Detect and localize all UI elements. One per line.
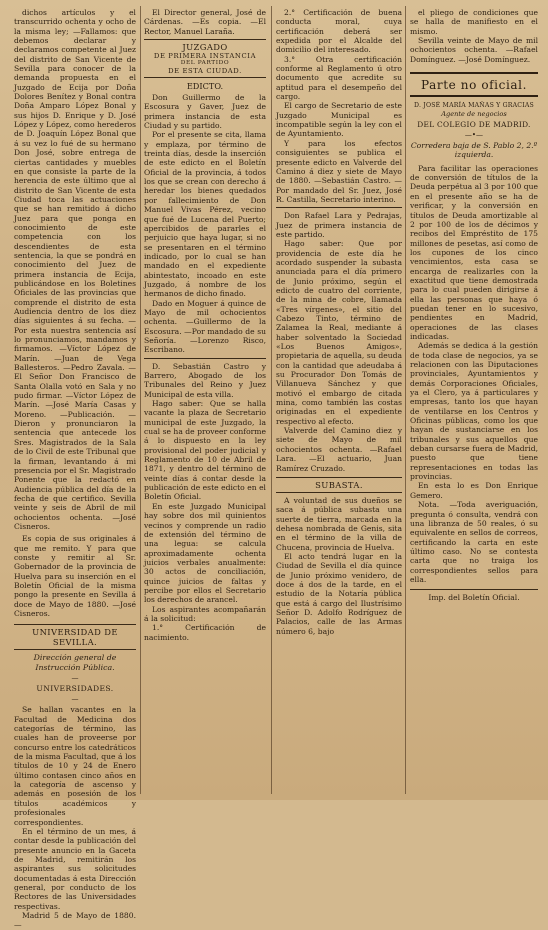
column-1 <box>14 8 136 930</box>
paragraph: Valverde del Camino diez y siete de Mayo de mil ochocientos ochenta. —Rafael Lara. —El actuario, Juan Ramírez Cruzado. <box>276 426 402 473</box>
paragraph: Sevilla veinte de Mayo de mil ochocientos ochenta. —Rafael Domínguez. —José Domínguez. <box>410 36 538 64</box>
paragraph: El cargo de Secretario de este Juzgado Municipal es incompatible según la ley con el de Ayuntamiento. <box>276 101 402 139</box>
column-2 <box>144 8 266 796</box>
section-heading: SUBASTA. <box>315 479 363 490</box>
paragraph: Dado en Moguer á quince de Mayo de mil ochocientos ochenta. —Guillermo de la Escosura. —Por mandado de su Señoría. —Lorenzo Risco, Escribano. <box>144 298 266 355</box>
column-3 <box>276 8 402 796</box>
paragraph: Madrid 5 de Mayo de 1880.— <box>14 910 136 930</box>
section-title: Parte no oficial. <box>420 78 527 93</box>
section-heading: UNIVERSIDAD DE SEVILLA. <box>32 627 118 648</box>
paragraph: En esta lo es Don Enrique Gemero. <box>410 481 538 500</box>
firm-role: Agente de negocios <box>441 110 507 119</box>
paragraph: Y para los efectos consiguientes se publica el presente edicto en Valverde del Camino á diez y siete de Mayo de 1880. —Sebastián Castro. —Por mandado del Sr. Juez, José R. Castilla, Secretario interino. <box>276 138 402 204</box>
paragraph: Por el presente se cita, llama y emplaza, por término de treinta días, desde la inserción de este edicto en el Boletín Oficial de la provincia, á todos los que se crean con derecho á heredar los bienes quedados por fallecimiento de Don Manuel Vivas Pérez, vecino que fué de Lucena del Puerto; apercibidos de pararles el perjuicio que haya lugar, si no se presentaren en el término indicado, por lo cual se han mandado en el expediente abintestato, incoado en este Juzgado, á nombre de los hermanos de dicho finado. <box>144 130 266 299</box>
paragraph: 3.° Otra certificación conforme al Reglamento ú otro documento que acredite su aptitud para el desempeño del cargo. <box>276 54 402 102</box>
divider <box>276 207 402 208</box>
firm-name: D. JOSÉ MARÍA MAÑAS Y GRACIAS <box>414 102 534 110</box>
section-heading-box <box>14 624 136 650</box>
paragraph: Es copia de sus originales á que me remito. Y para que conste y remitir al Sr. Gobernador de la provincia de Huelva para su inserción en el Boletín Oficial de la misma pongo la presente en Sevilla á doce de Mayo de 1880. —José Cisneros. <box>14 534 136 618</box>
paragraph: Don Rafael Lara y Pedrajas, Juez de primera instancia de este partido. <box>276 211 402 239</box>
firm-college: DEL COLEGIO DE MADRID. <box>417 119 531 129</box>
section-subheading: DE ESTA CIUDAD. <box>168 67 242 76</box>
divider: —•— <box>464 131 484 140</box>
section-heading: JUZGADO <box>182 42 228 53</box>
paragraph: A voluntad de sus dueños se saca á pública subasta una suerte de tierra, marcada en la dehesa nombrada de Genis, sita en el término de la villa de Chucena, provincia de Huelva. <box>276 495 402 552</box>
paragraph: 1.° Certificación de nacimiento. <box>144 623 266 642</box>
section-heading-box <box>144 39 266 78</box>
section-subheading: DE PRIMERA INSTANCIA <box>153 52 257 61</box>
paragraph: 2.° Certificación de buena conducta moral, cuya certificación deberá ser expedida por el Alcalde del domicilio del interesado. <box>276 8 402 55</box>
column-rule <box>140 6 141 794</box>
paragraph: Para facilitar las operaciones de conversión de títulos de la Deuda perpétua al 3 por 100 que en el presente año se ha de verificar, y la conversión en títulos de Deuda amortizable al 2 por 100 de los de décimos y recibos del Empréstito de 175 millones de pesetas, así como de los cupones de los cinco vencimientos, esta casa se encarga de realizarles con la exactitud que tiene demostrada para lo cual pueden dirigirse á ella las personas que haya ó puedan tener en lo sucesivo, pendientes en Madrid, operaciones de las clases indicadas. <box>410 163 538 341</box>
column-4 <box>410 8 538 796</box>
paragraph: D. Sebastián Castro y Barrero, Abogado de los Tribunales del Reino y Juez Municipal de esta villa. <box>144 361 266 399</box>
paragraph: El Director general, José de Cárdenas. —Es copia. —El Rector, Manuel Laraña. <box>144 8 266 36</box>
section-small: DEL PARTIDO <box>180 60 230 67</box>
paragraph: Los aspirantes acompañarán á la solicitud: <box>144 604 266 623</box>
paragraph: el pliego de condiciones que se halla de manifiesto en el mismo. <box>410 8 538 36</box>
paragraph: dichos artículos y el transcurrido ochenta y ocho de la misma ley; —Fallamos: que debemos declarar y declaramos competente al Juez del distrito de San Vicente de Sevilla para conocer de la demanda propuesta en el Juzgado de Ecija por Doña Dolores Benítez y Bonal contra Doña Amparo López Bonal y sus hijos D. Enrique y D. José López y López, como herederos de D. Joaquín López Bonal que á su vez lo fué de su hermano Don José, sobre entrega de ciertas cantidades y muebles en que consiste la parte de la herencia de este último que al distrito de San Vicente de esta Ciudad toca las actuaciones que se han remitido á dicho Juez para que ponga en conocimiento de este competencia con los descendientes de esta sentencia, la que se pondrá en conocimiento del Juez de primera instancia de Ecija, publicándose en los Boletines Oficiales de las provincias que comprende el distrito de esta Audiencia dentro de los diez días siguientes á su fecha. —Por esta nuestra sentencia así lo pronunciamos, mandamos y firmamos. —Víctor López de Marín. —Juan de Vega Ballesteros. —Pedro Zavala. —El Señor Don Francisco de Santa Olalla votó en Sala y no pudo firmar. —Víctor López de Marín. —José María Casas y Moreno. —Publicación. —Dieron y pronunciaron la sentencia que antecede los Sres. Magistrados de la Sala de lo Civil de este Tribunal que la firman, levantando á mi presencia por el Sr. Magistrado Ponente que la redactó en Audiencia pública del día de la fecha de que certifico. Sevilla veinte y seis de Abril de mil ochocientos ochenta. —José Cisneros. <box>14 8 136 531</box>
imprint: Imp. del Boletín Oficial. <box>428 593 520 603</box>
subheading: Dirección general de Instrucción Pública. <box>33 653 117 672</box>
paragraph: Se hallan vacantes en la Facultad de Medicina dos categorías de término, las cuales han de proveerse por concurso entre los catedráticos de la misma Facultad, que á los títulos de 10 y 24 de Enero último contasen cinco años en la categoría de ascenso y además en posesión de los títulos académicos y profesionales correspondientes. <box>14 705 136 827</box>
paragraph: Don Guillermo de la Escosura y Gaver, Juez de primera instancia de esta Ciudad y su partido. <box>144 93 266 131</box>
paragraph: Hago saber: Que por providencia de este día he acordado suspender la subasta anunciada para el día primero de Junio próximo, según el edicto de cuatro del corriente, de la mina de cobre, llamada «Tres vírgenes», el sitio del Cabezo Tinto, término de Zalamea la Real, mediante á haber solventado la Sociedad «Los Buenos Amigos», propietaria de aquella, su deuda con la cantidad que adeudaba á su Procurador Don Tomás de Villanueva Sánchez y que motivó el embargo de citada mina, como también las costas originadas en el expediente respectivo al efecto. <box>276 239 402 426</box>
section-heading-box <box>276 477 402 493</box>
paragraph: En este Juzgado Municipal hay sobre dos mil quinientos vecinos y comprende un radio de extensión del término de una legua: se calcula aproximadamente ochenta juicios verbales anualmente: 30 actos de conciliación, quince juicios de faltas y percibe por ellos el Secretario los derechos de arancel. <box>144 501 266 605</box>
divider <box>144 358 266 359</box>
paragraph: En el término de un mes, á contar desde la publicación del presente anuncio en la Gaceta de Madrid, remitirán los aspirantes sus solicitudes documentadas á esta Dirección general, por conducto de los Rectores de las Universidades respectivas. <box>14 826 136 911</box>
divider <box>410 589 538 590</box>
column-rule <box>271 6 272 794</box>
subheading: UNIVERSIDADES. <box>36 684 114 694</box>
paragraph: Nota. —Toda averiguación, pregunta ó consulta, vendrá con una libranza de 50 reales, ó su equivalente en sellos de correos, certificando la carta en este último caso. No se contesta carta que no traiga los correspondientes sellos para ella. <box>410 500 538 584</box>
paragraph: Hago saber: Que se halla vacante la plaza de Secretario municipal de este Juzgado, la cual se ha de proveer conforme á lo dispuesto en la ley provisional del poder judicial y Reglamento de 10 de Abril de 1871, y dentro del término de veinte días á contar desde la publicación de este edicto en el Boletín Oficial. <box>144 399 266 502</box>
divider: — <box>71 674 79 683</box>
paragraph: El acto tendrá lugar en la Ciudad de Sevilla el día quince de Junio próximo venidero, de doce á dos de la tarde, en el estudio de la Notaría pública que está á cargo del Ilustrísimo Señor D. Adolfo Rodríguez de Palacios, calle de las Armas número 6, bajo <box>276 551 402 636</box>
paragraph: Además se dedica á la gestión de toda clase de negocios, ya se relacionen con las Diputaciones provinciales, Ayuntamientos y demás Corporaciones Oficiales, ya el Clero, ya á particulares y empresas, tanto los que hayan de ventilarse en los Centros y Oficinas públicas, como los que hayan de sustanciarse en los tribunales y sus aquellos que deban cursarse fuera de Madrid, puesto que tiene representaciones en todas las provincias. <box>410 341 538 482</box>
edict-title: EDICTO. <box>186 81 224 92</box>
section-title-box <box>410 72 538 97</box>
firm-address: Corredera baja de S. Pablo 2, 2.º izquierda. <box>410 141 538 160</box>
divider: — <box>71 695 79 704</box>
column-rule <box>405 6 406 794</box>
